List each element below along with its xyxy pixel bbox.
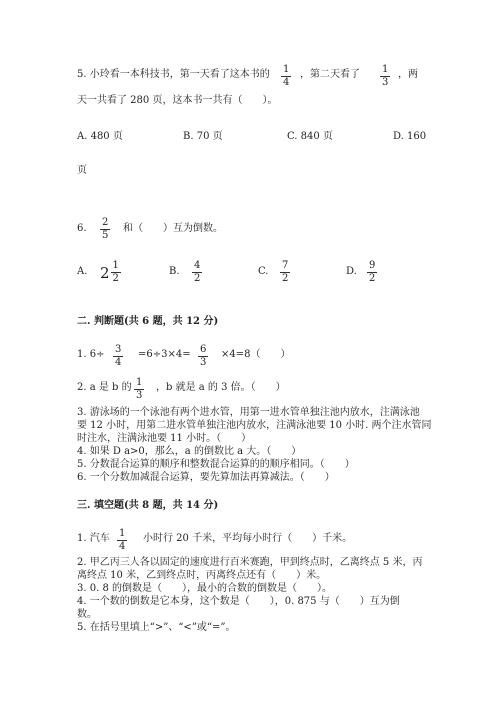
q6-option-d-fraction	[367, 261, 377, 284]
tf-1-part2: =6÷3×4=	[138, 349, 191, 360]
section-title-true-false: 二. 判断题(共 6 题，共 12 分)	[77, 316, 219, 327]
fraction-denominator: 2	[369, 273, 376, 284]
fill-2-line1: 2. 甲乙丙三人各以固定的速度进行百米赛跑，甲到终点时，乙离终点 5 米，丙	[77, 557, 423, 568]
fill-2-line2: 离终点 10 米，乙到终点时，丙离终点还有（ ）米。	[77, 570, 327, 581]
q6-option-b-fraction	[192, 261, 202, 284]
q6-fraction	[100, 218, 110, 241]
tf-1-part3: ×4=8（ ）	[221, 349, 291, 360]
tf-2-part1: 2. a 是 b 的	[77, 382, 132, 393]
q5-line1-part1: 5. 小玲看一本科技书，第一天看了这本书的	[77, 69, 270, 80]
q6-number: 6.	[77, 223, 87, 234]
fraction-denominator: 2	[112, 273, 119, 284]
fraction-numerator: 7	[282, 260, 289, 271]
fraction-numerator: 1	[112, 260, 119, 271]
fill-4-line1: 4. 一个数的倒数是它本身，这个数是（ ），0. 875 与（ ）互为倒	[77, 596, 400, 607]
tf-5: 5. 分数混合运算的顺序和整数混合运算的的顺序相同。（ ）	[77, 459, 355, 470]
fraction-denominator: 4	[115, 357, 122, 368]
fraction-numerator: 1	[136, 377, 143, 388]
fraction-denominator: 2	[282, 273, 289, 284]
fraction-numerator: 2	[102, 217, 109, 228]
q6-option-b-label: B.	[169, 266, 180, 277]
tf-3-line1: 3. 游泳场的一个泳池有两个进水管，用第一进水管单独注池内放水，注满泳池	[77, 407, 420, 418]
fill-4-line2: 数。	[77, 609, 97, 620]
q6-option-a-mixed-number	[100, 261, 121, 284]
fill-1-part1: 1. 汽车	[77, 533, 110, 544]
q5-fraction-2	[380, 65, 390, 88]
fraction-numerator: 6	[200, 344, 207, 355]
tf-2-part2: ，b 就是 a 的 3 倍。（ ）	[156, 382, 286, 393]
tf-1-fraction-2	[198, 345, 208, 368]
fraction-numerator: 1	[382, 64, 389, 75]
q5-option-c: C. 840 页	[287, 131, 333, 142]
q5-line1-part2: ，第二天看了	[300, 69, 360, 80]
q5-option-a: A. 480 页	[77, 131, 123, 142]
mixed-fraction	[111, 261, 121, 284]
tf-2-fraction	[134, 378, 144, 401]
fill-3: 3. 0. 8 的倒数是（ ），最小的合数的倒数是（ ）。	[77, 583, 332, 594]
q6-option-c-fraction	[280, 261, 290, 284]
q5-option-b: B. 70 页	[183, 131, 223, 142]
q5-option-d: D. 160	[393, 131, 427, 142]
fraction-denominator: 2	[194, 273, 201, 284]
tf-3-line2: 要 12 小时，用第二进水管单独注池内放水，注满泳池要 10 小时. 两个注水管同	[77, 420, 432, 431]
fraction-denominator: 4	[119, 541, 126, 552]
fraction-denominator: 5	[102, 230, 109, 241]
q6-option-a-label: A.	[77, 266, 88, 277]
fill-1-fraction	[117, 529, 127, 552]
tf-4: 4. 如果 D a>0，那么，a 的倒数比 a 大。（ ）	[77, 446, 302, 457]
tf-6: 6. 一个分数加减混合运算，要先算加法再算减法。（ ）	[77, 472, 335, 483]
q5-line1-part3: ，两	[398, 69, 418, 80]
q6-option-c-label: C.	[258, 266, 269, 277]
fill-1-part2: 小时行 20 千米，平均每小时行（ ）千米。	[143, 533, 353, 544]
q5-option-d-wrap: 页	[77, 165, 87, 176]
fraction-numerator: 3	[115, 344, 122, 355]
q6-text: 和（ ）互为倒数。	[123, 223, 223, 234]
tf-1-fraction-1	[113, 345, 123, 368]
fraction-denominator: 3	[382, 77, 389, 88]
tf-1-part1: 1. 6÷	[77, 349, 105, 360]
fraction-denominator: 3	[136, 390, 143, 401]
q6-option-d-label: D.	[346, 266, 357, 277]
fraction-denominator: 3	[200, 357, 207, 368]
fraction-numerator: 1	[283, 64, 290, 75]
tf-3-line3: 时注水，注满泳池要 11 小时。（ ）	[77, 433, 252, 444]
section-title-fill-in: 三. 填空题(共 8 题，共 14 分)	[77, 500, 219, 511]
fraction-numerator: 9	[369, 260, 376, 271]
q5-fraction-1	[281, 65, 291, 88]
fraction-numerator: 1	[119, 528, 126, 539]
fill-5: 5. 在括号里填上“>”、“<”或“=”。	[77, 622, 236, 633]
mixed-whole: 2	[100, 263, 110, 282]
q5-line2: 天一共看了 280 页，这本书一共有（ ）。	[77, 95, 278, 106]
fraction-denominator: 4	[283, 77, 290, 88]
fraction-numerator: 4	[194, 260, 201, 271]
